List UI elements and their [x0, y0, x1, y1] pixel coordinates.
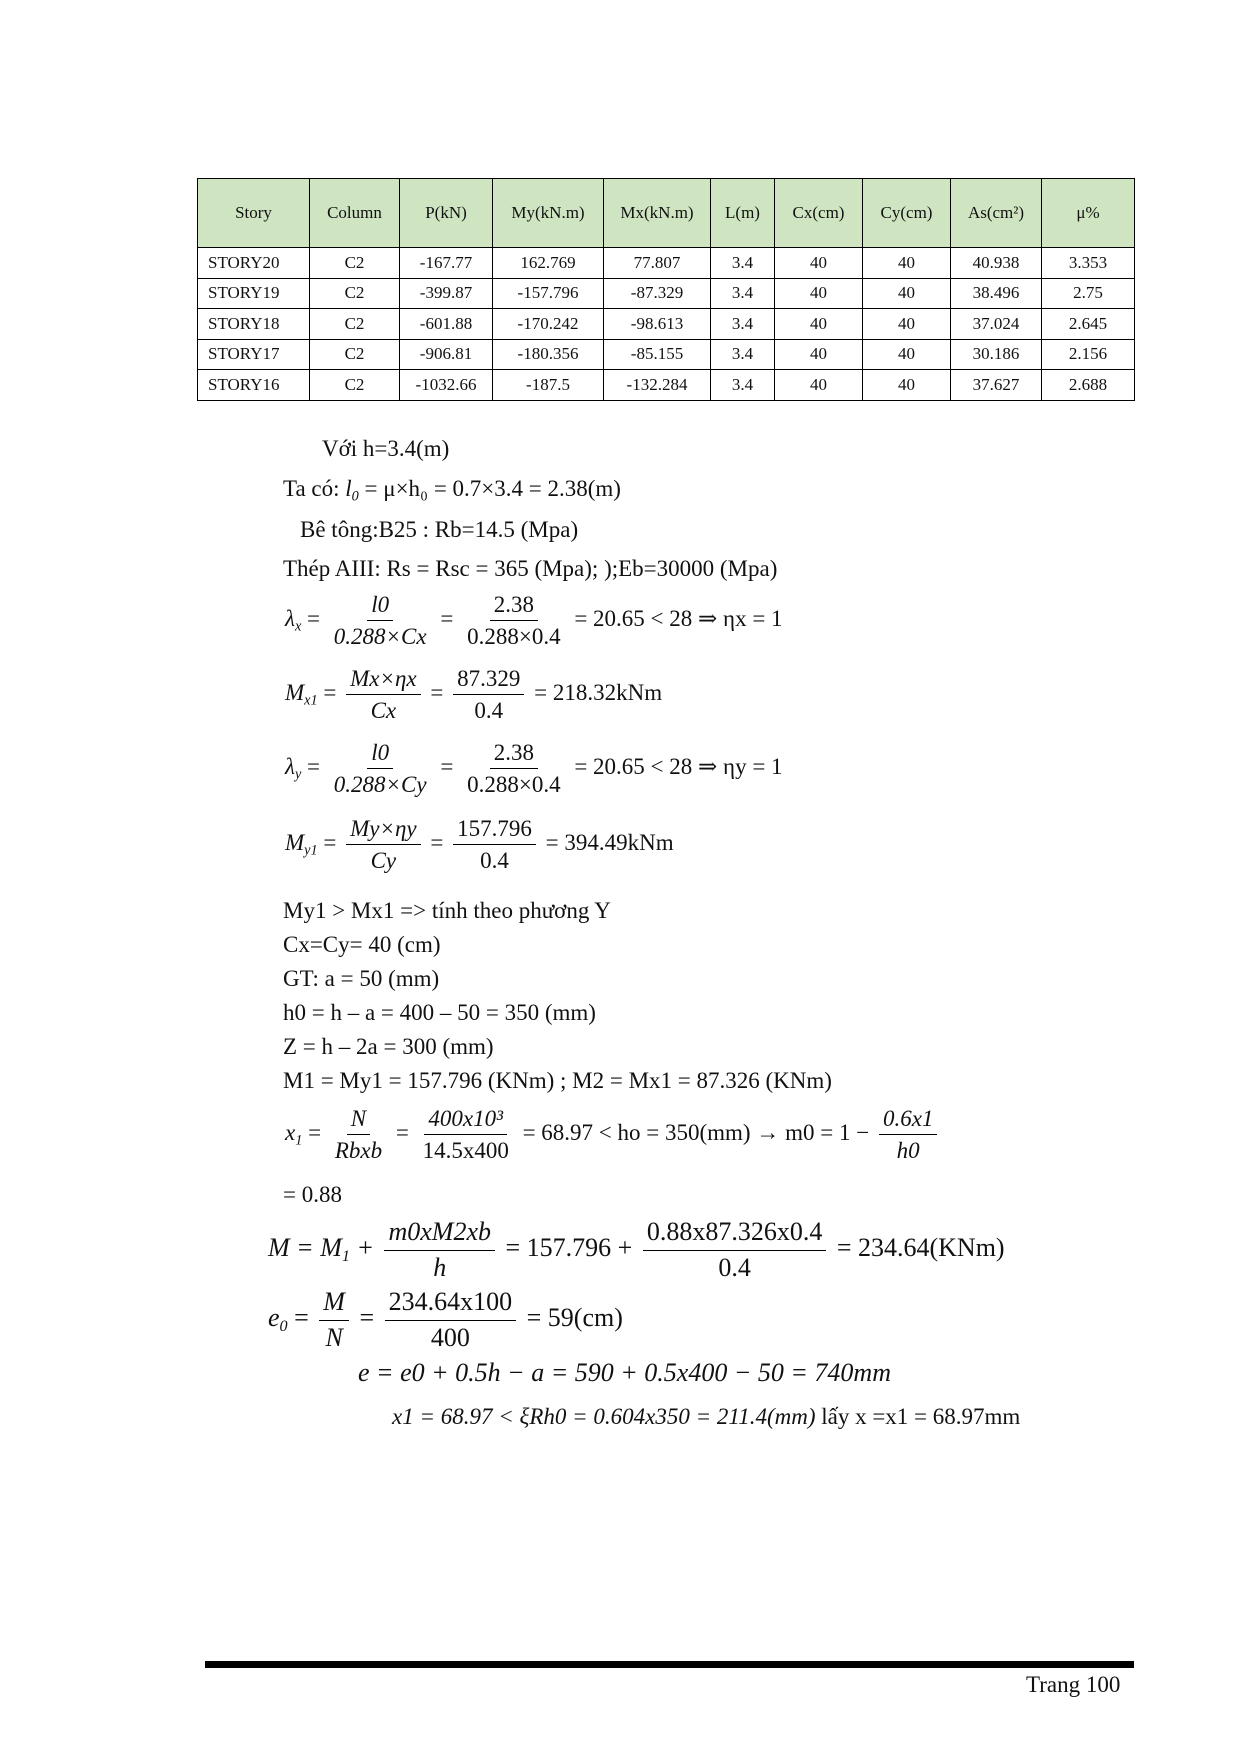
table-row	[198, 248, 1135, 279]
table-cell: STORY20	[198, 248, 310, 279]
header-cell: P(kN)	[400, 179, 493, 248]
column-results-table	[197, 178, 1135, 401]
steel-line: Thép AIII: Rs = Rsc = 365 (Mpa); );Eb=30000 (Mpa)	[283, 556, 778, 581]
lambda-x-symbol: $\lambda_x$	[285, 606, 302, 635]
x1-formula: $x_1$ = N Rbxb = $\frac{\text{400x10³}}{14.5x400}$ = 68.97 < ho = 350(mm) → m0 = 1 − $\frac{0.6x1}{h0}$	[285, 1106, 941, 1164]
header-cell: Column	[310, 179, 400, 248]
mx1-result: = 218.32kNm	[534, 680, 663, 706]
fraction: N Rbxb	[334, 1106, 383, 1164]
table-cell: C2	[310, 370, 400, 401]
table-cell: 30.186	[951, 339, 1042, 370]
table-cell: 3.4	[711, 339, 775, 370]
header-cell: Story	[198, 179, 310, 248]
height-line: Với h=3.4(m)	[322, 436, 450, 461]
header-cell: Mx(kN.m)	[604, 179, 711, 248]
effective-length-line	[283, 477, 621, 504]
lambda-y-result: = 20.65 < 28 ⇒ ηy = 1	[574, 754, 783, 780]
table-cell: STORY19	[198, 278, 310, 309]
table-cell: -132.284	[604, 370, 711, 401]
table-cell: C2	[310, 309, 400, 340]
table-cell: C2	[310, 248, 400, 279]
z-line: Z = h – 2a = 300 (mm)	[283, 1034, 494, 1059]
table-cell: -399.87	[400, 278, 493, 309]
m0-value-line: = 0.88	[283, 1182, 342, 1207]
table-cell: 40	[775, 370, 863, 401]
header-cell: Cy(cm)	[863, 179, 951, 248]
fraction: $\frac{l0}{0.288\times Cx}$	[333, 592, 427, 650]
table-cell: 2.688	[1042, 370, 1135, 401]
lambda-y-symbol: $\lambda_y$	[285, 754, 302, 783]
table-cell: 40	[775, 248, 863, 279]
table-cell: STORY17	[198, 339, 310, 370]
table-cell: C2	[310, 339, 400, 370]
fraction: $\frac{M}{N}$	[319, 1288, 349, 1352]
table-cell: 162.769	[493, 248, 604, 279]
table-cell: -167.77	[400, 248, 493, 279]
table-row	[198, 339, 1135, 370]
table-cell: -157.796	[493, 278, 604, 309]
x1-result: = 68.97 < ho = 350(mm) → m0 = 1 −	[522, 1120, 870, 1146]
table-cell: STORY16	[198, 370, 310, 401]
header-cell: My(kN.m)	[493, 179, 604, 248]
header-cell: Cx(cm)	[775, 179, 863, 248]
my1-symbol: $M_{y1}$	[285, 830, 318, 859]
x1-check: x1 = 68.97 < ξRh0 = 0.604x350 = 211.4(mm)	[392, 1404, 816, 1429]
x1-check-line	[392, 1405, 1020, 1428]
table-cell: 3.4	[711, 309, 775, 340]
cxcy-line: Cx=Cy= 40 (cm)	[283, 932, 441, 957]
table-cell: 40.938	[951, 248, 1042, 279]
fraction: $\frac{m0xM2xb}{h}$	[384, 1218, 495, 1282]
table-cell: C2	[310, 278, 400, 309]
fraction: $\frac{0.6x1}{h0}$	[879, 1106, 937, 1164]
lambda-x-formula: $\lambda_x$ = $\frac{l0}{0.288\times Cx}$ = $\frac{2.38}{0.288\times 0.4}$ = 20.65 < 28 ⇒ ηx = 1	[285, 592, 783, 650]
table-cell: -87.329	[604, 278, 711, 309]
table-cell: 38.496	[951, 278, 1042, 309]
table-cell: 2.645	[1042, 309, 1135, 340]
m-symbol: $M = M_1$ +	[268, 1233, 374, 1265]
header-cell: As(cm²)	[951, 179, 1042, 248]
table-row	[198, 309, 1135, 340]
page-number: Trang 100	[1026, 1672, 1121, 1697]
table-cell: 77.807	[604, 248, 711, 279]
table-cell: STORY18	[198, 309, 310, 340]
x1-symbol: $x_1$	[285, 1120, 303, 1149]
table-cell: 40	[863, 278, 951, 309]
taco-rhs: = μ×h₀ = 0.7×3.4 = 2.38(m)	[364, 476, 621, 501]
fraction: $\frac{My\times\eta y}{Cy}$	[346, 816, 421, 874]
fraction: $\frac{0.88x87.326x0.4}{0.4}$	[643, 1218, 827, 1282]
m-final: = 234.64(KNm)	[836, 1233, 1005, 1263]
table-cell: -906.81	[400, 339, 493, 370]
m-result: = 157.796 +	[505, 1233, 633, 1263]
e0-formula: $e_0$ = $\frac{M}{N}$ = $\frac{234.64x100}{400}$ = 59(cm)	[268, 1287, 623, 1352]
table-cell: -98.613	[604, 309, 711, 340]
fraction: $\frac{157.796}{0.4}$	[453, 816, 536, 874]
fraction: $\frac{Mx\times\eta x}{Cx}$	[346, 666, 421, 724]
gt-line: GT: a = 50 (mm)	[283, 966, 440, 991]
table-cell: 40	[863, 309, 951, 340]
fraction: $\frac{87.329}{0.4}$	[453, 666, 524, 724]
header-cell: μ%	[1042, 179, 1135, 248]
table-cell: 37.627	[951, 370, 1042, 401]
table-cell: 40	[863, 370, 951, 401]
table-cell: 40	[775, 278, 863, 309]
table-cell: 40	[775, 339, 863, 370]
fraction: $\frac{2.38}{0.288\times 0.4}$	[467, 592, 561, 650]
fraction: $\frac{234.64x100}{400}$	[385, 1288, 517, 1352]
my1-result: = 394.49kNm	[545, 830, 674, 856]
lambda-x-result: = 20.65 < 28 ⇒ ηx = 1	[574, 606, 783, 632]
lambda-y-formula: $\lambda_y$ = $\frac{l0}{0.288\times Cy}$ = $\frac{2.38}{0.288\times 0.4}$ = 20.65 < 28 ⇒ ηy = 1	[285, 740, 783, 798]
concrete-line: Bê tông:B25 : Rb=14.5 (Mpa)	[300, 517, 579, 542]
mx1-symbol: $M_{x1}$	[285, 680, 318, 709]
taco-label: Ta có:	[283, 476, 340, 501]
table-cell: 40	[863, 339, 951, 370]
table-cell: 2.75	[1042, 278, 1135, 309]
h0-line: h0 = h – a = 400 – 50 = 350 (mm)	[283, 1000, 596, 1025]
table-cell: 3.353	[1042, 248, 1135, 279]
l0-symbol: $l_0$	[345, 476, 359, 505]
m-total-formula	[268, 1218, 1005, 1282]
e0-result: = 59(cm)	[526, 1303, 623, 1333]
table-cell: 3.4	[711, 370, 775, 401]
table-cell: -1032.66	[400, 370, 493, 401]
table-row	[198, 370, 1135, 401]
compare-line: My1 > Mx1 => tính theo phương Y	[283, 898, 611, 923]
table-cell: 3.4	[711, 278, 775, 309]
table-cell: 40	[775, 309, 863, 340]
table-cell: -170.242	[493, 309, 604, 340]
fraction: $\frac{l0}{0.288\times Cy}$	[333, 740, 427, 798]
mx1-formula: $M_{x1}$ = $\frac{Mx\times\eta x}{Cx}$ = $\frac{87.329}{0.4}$ = 218.32kNm	[285, 666, 663, 724]
m1-m2-line: M1 = My1 = 157.796 (KNm) ; M2 = Mx1 = 87.326 (KNm)	[283, 1068, 832, 1093]
footer-rule	[205, 1661, 1134, 1668]
table-cell: 37.024	[951, 309, 1042, 340]
table-cell: 40	[863, 248, 951, 279]
my1-formula: $M_{y1}$ = $\frac{My\times\eta y}{Cy}$ = $\frac{157.796}{0.4}$ = 394.49kNm	[285, 816, 674, 874]
table-cell: 3.4	[711, 248, 775, 279]
table-row	[198, 278, 1135, 309]
table-cell: -187.5	[493, 370, 604, 401]
fraction: $\frac{2.38}{0.288\times 0.4}$	[467, 740, 561, 798]
table-cell: -180.356	[493, 339, 604, 370]
table-header-row	[198, 179, 1135, 248]
e-line: e = e0 + 0.5h − a = 590 + 0.5x400 − 50 = 740mm	[358, 1358, 891, 1387]
lay-text: lấy x =x1 = 68.97mm	[821, 1404, 1021, 1429]
table-cell: -601.88	[400, 309, 493, 340]
header-cell: L(m)	[711, 179, 775, 248]
e0-symbol: $e_0$	[268, 1303, 288, 1335]
table-cell: 2.156	[1042, 339, 1135, 370]
table-cell: -85.155	[604, 339, 711, 370]
fraction: $\frac{\text{400x10³}}{14.5x400}$	[422, 1106, 509, 1164]
